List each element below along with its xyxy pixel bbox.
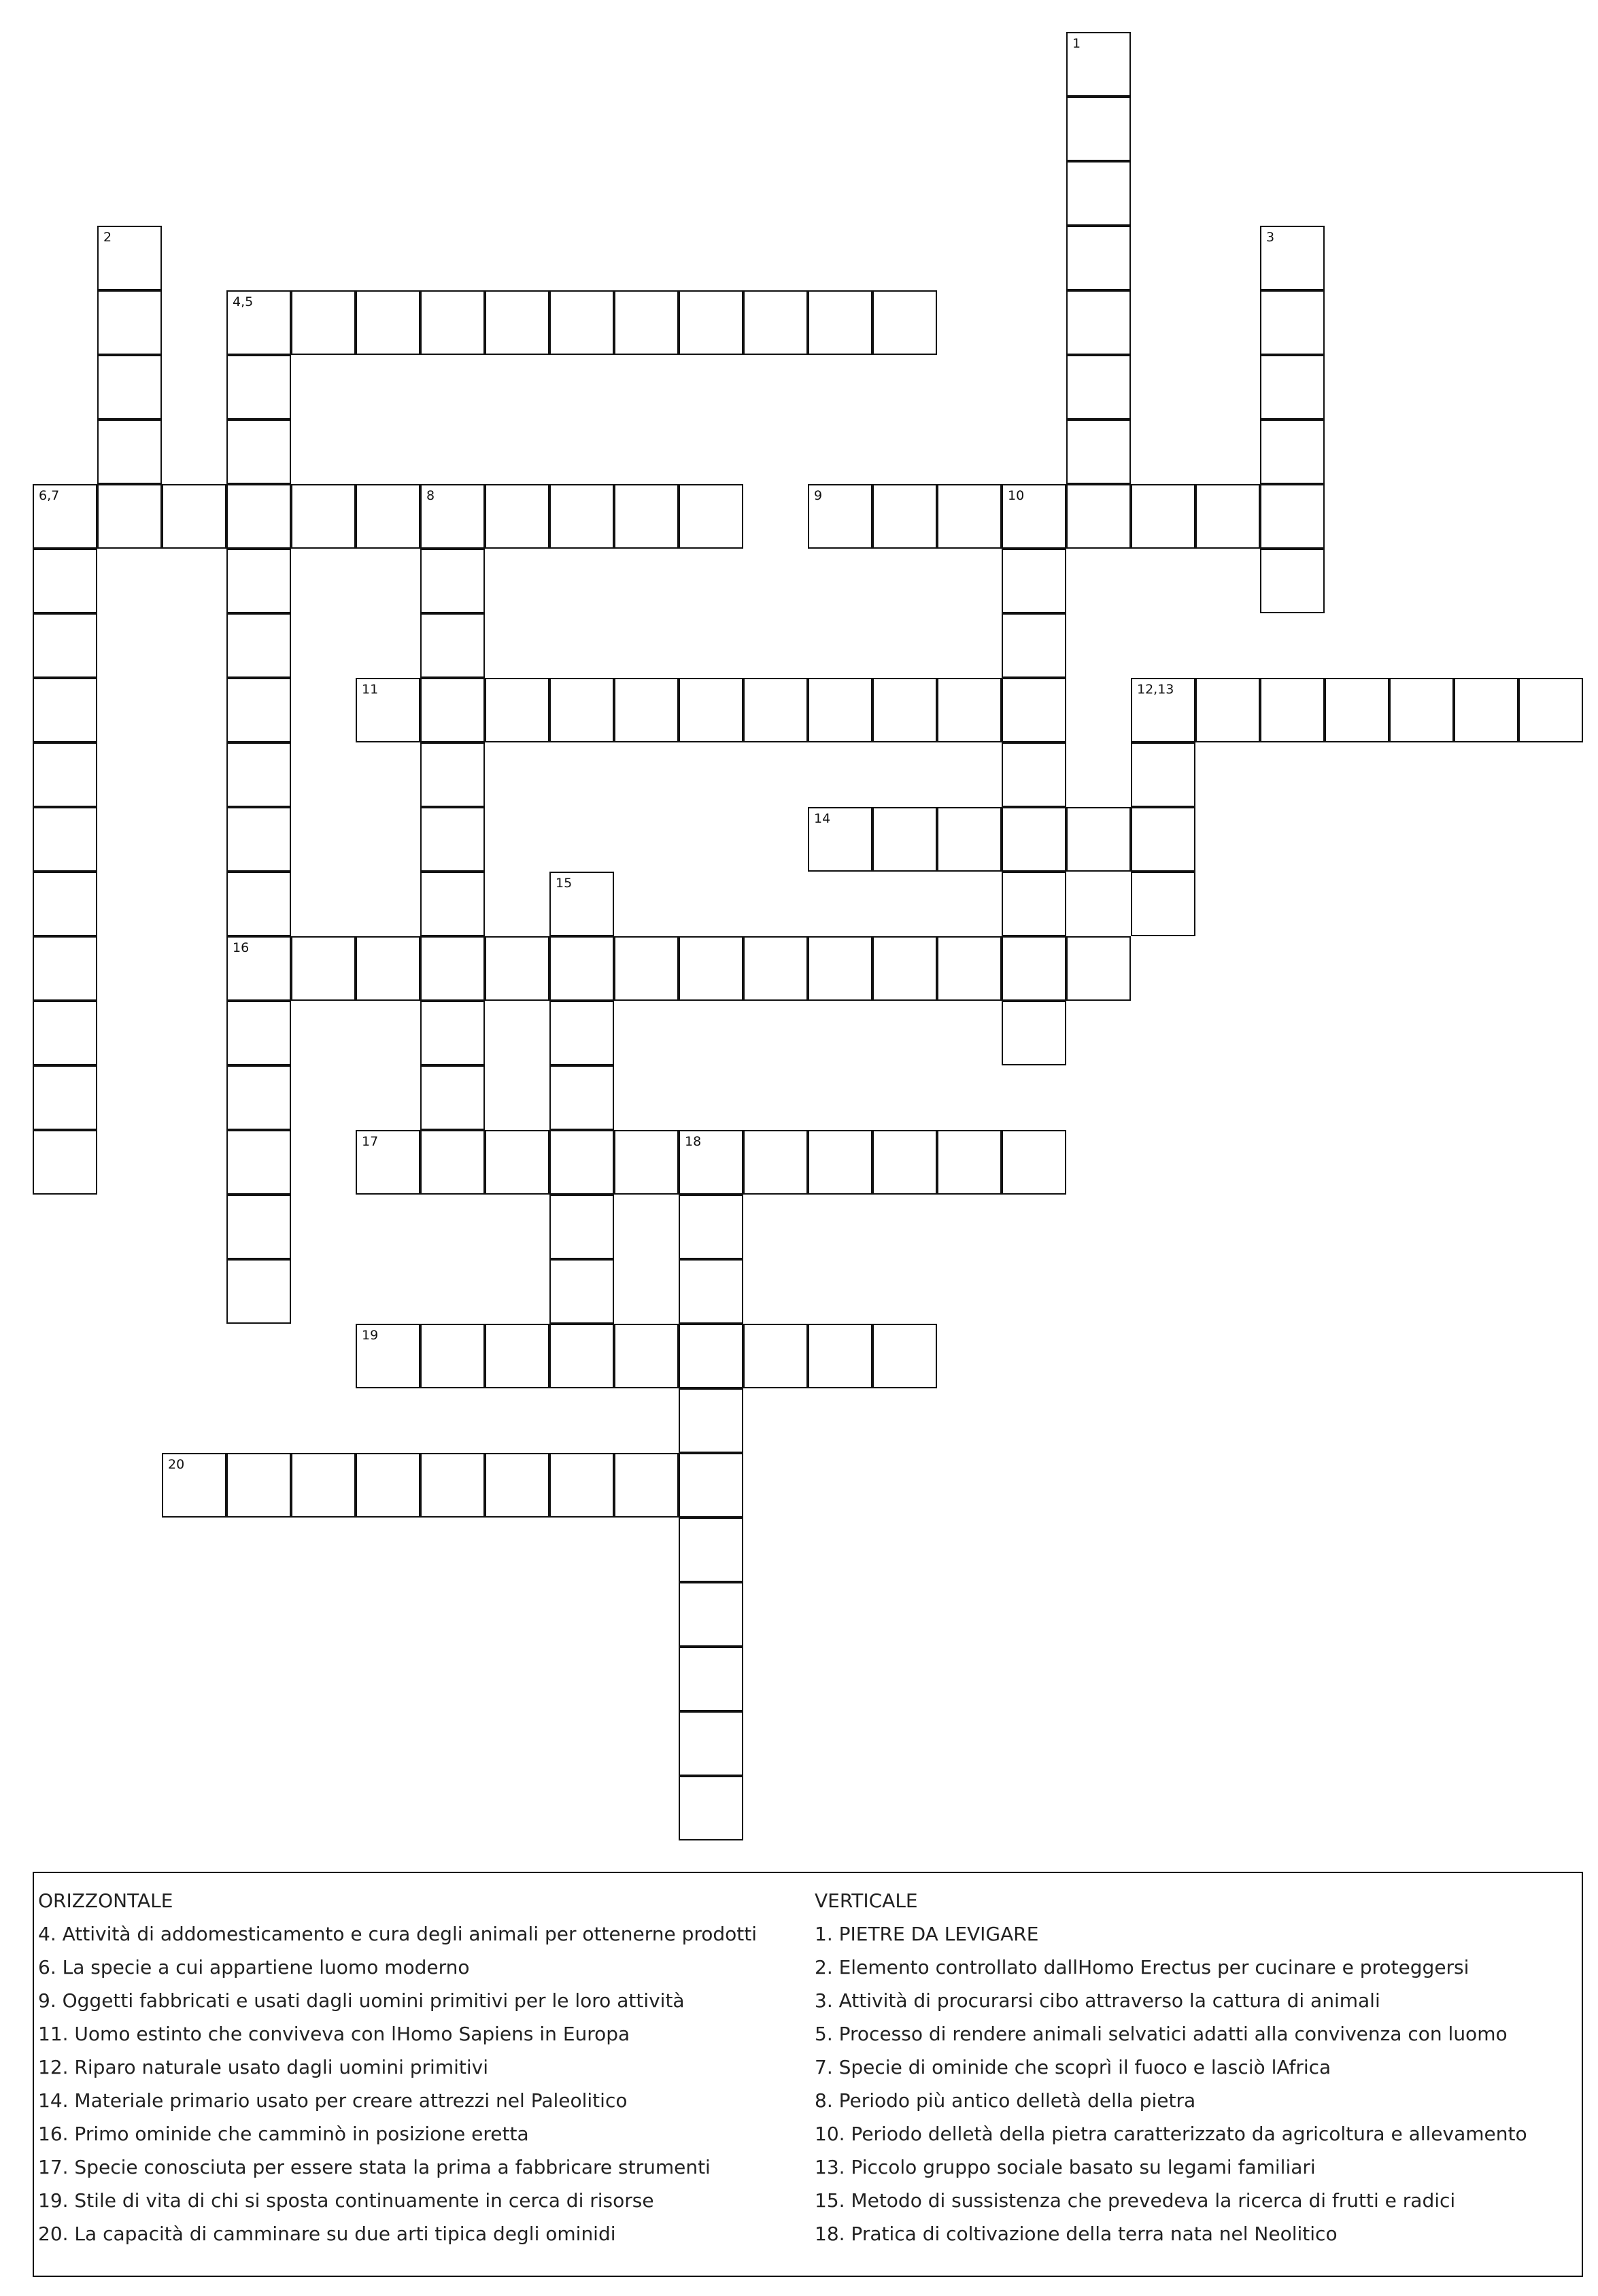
clues-box — [33, 1872, 1583, 2277]
grid-cell[interactable] — [1131, 742, 1195, 807]
grid-cell[interactable] — [485, 1453, 549, 1518]
grid-cell[interactable] — [33, 678, 97, 742]
clue-number: 15 — [556, 876, 573, 891]
grid-cell[interactable] — [420, 1001, 485, 1065]
grid-cell[interactable] — [485, 1324, 549, 1388]
grid-cell[interactable] — [420, 613, 485, 678]
grid-cell[interactable] — [33, 872, 97, 936]
grid-cell[interactable] — [1002, 484, 1066, 549]
clue-number: 16 — [233, 940, 250, 955]
grid-cell[interactable] — [872, 1324, 937, 1388]
grid-cell[interactable] — [226, 1001, 291, 1065]
down-clue: 15. Metodo di sussistenza che prevedeva la ricerca di frutti e radici — [815, 2189, 1456, 2212]
clue-number: 19 — [362, 1328, 379, 1343]
grid-cell[interactable] — [485, 290, 549, 355]
grid-cell[interactable] — [420, 872, 485, 936]
across-clue: 12. Riparo naturale usato dagli uomini primitivi — [38, 2056, 488, 2078]
clue-number: 3 — [1266, 230, 1275, 245]
grid-cell[interactable] — [1066, 807, 1131, 872]
grid-cell[interactable] — [420, 290, 485, 355]
grid-cell[interactable] — [1131, 678, 1195, 742]
grid-cell[interactable] — [1002, 936, 1066, 1001]
grid-cell[interactable] — [872, 936, 937, 1001]
grid-cell[interactable] — [679, 1582, 743, 1647]
down-clue: 8. Periodo più antico delletà della pietra — [815, 2089, 1196, 2112]
grid-cell[interactable] — [226, 549, 291, 613]
grid-cell[interactable] — [872, 484, 937, 549]
grid-cell[interactable] — [549, 290, 614, 355]
clue-number: 6,7 — [39, 488, 60, 503]
grid-cell[interactable] — [1066, 936, 1131, 1001]
grid-cell[interactable] — [937, 1130, 1002, 1195]
across-clue: 11. Uomo estinto che conviveva con lHomo Sapiens in Europa — [38, 2023, 630, 2045]
grid-cell[interactable] — [808, 936, 872, 1001]
grid-cell[interactable] — [485, 936, 549, 1001]
grid-cell[interactable] — [808, 678, 872, 742]
grid-cell[interactable] — [743, 936, 808, 1001]
grid-cell[interactable] — [356, 1453, 420, 1518]
grid-cell[interactable] — [356, 484, 420, 549]
grid-cell[interactable] — [1002, 1001, 1066, 1065]
clue-number: 2 — [103, 230, 112, 245]
grid-cell[interactable] — [743, 678, 808, 742]
grid-cell[interactable] — [808, 484, 872, 549]
grid-cell[interactable] — [1260, 678, 1325, 742]
grid-cell[interactable] — [808, 1130, 872, 1195]
grid-cell[interactable] — [226, 484, 291, 549]
grid-cell[interactable] — [1066, 484, 1131, 549]
grid-cell[interactable] — [226, 678, 291, 742]
grid-cell[interactable] — [679, 1324, 743, 1388]
grid-cell[interactable] — [743, 290, 808, 355]
grid-cell[interactable] — [679, 1453, 743, 1518]
grid-cell[interactable] — [614, 290, 679, 355]
grid-cell[interactable] — [614, 484, 679, 549]
grid-cell[interactable] — [1066, 355, 1131, 419]
grid-cell[interactable] — [679, 678, 743, 742]
grid-cell[interactable] — [291, 484, 356, 549]
grid-cell[interactable] — [420, 1324, 485, 1388]
grid-cell[interactable] — [420, 742, 485, 807]
grid-cell[interactable] — [485, 1130, 549, 1195]
clue-number: 17 — [362, 1134, 379, 1149]
grid-cell[interactable] — [1260, 549, 1325, 613]
grid-cell[interactable] — [420, 1130, 485, 1195]
clue-number: 11 — [362, 682, 379, 697]
grid-cell[interactable] — [226, 807, 291, 872]
grid-cell[interactable] — [679, 1195, 743, 1259]
down-clue: 13. Piccolo gruppo sociale basato su legami familiari — [815, 2156, 1316, 2178]
grid-cell[interactable] — [614, 678, 679, 742]
grid-cell[interactable] — [872, 290, 937, 355]
grid-cell[interactable] — [1002, 742, 1066, 807]
grid-cell[interactable] — [1066, 290, 1131, 355]
grid-cell[interactable] — [97, 226, 162, 290]
grid-cell[interactable] — [97, 484, 162, 549]
grid-cell[interactable] — [549, 1453, 614, 1518]
grid-cell[interactable] — [549, 1130, 614, 1195]
grid-cell[interactable] — [162, 484, 226, 549]
grid-cell[interactable] — [291, 1453, 356, 1518]
across-clue: 16. Primo ominide che camminò in posizione eretta — [38, 2123, 529, 2145]
grid-cell[interactable] — [614, 936, 679, 1001]
grid-cell[interactable] — [1066, 226, 1131, 290]
grid-cell[interactable] — [162, 1453, 226, 1518]
grid-cell[interactable] — [485, 678, 549, 742]
grid-cell[interactable] — [1195, 678, 1260, 742]
grid-cell[interactable] — [226, 742, 291, 807]
grid-cell[interactable] — [226, 355, 291, 419]
grid-cell[interactable] — [679, 936, 743, 1001]
grid-cell[interactable] — [1454, 678, 1518, 742]
grid-cell[interactable] — [1131, 872, 1195, 936]
grid-cell[interactable] — [226, 419, 291, 484]
grid-cell[interactable] — [872, 807, 937, 872]
grid-cell[interactable] — [549, 1001, 614, 1065]
across-clues-column — [38, 1884, 806, 2250]
grid-cell[interactable] — [808, 807, 872, 872]
clue-number: 8 — [426, 488, 435, 503]
grid-cell[interactable] — [1260, 290, 1325, 355]
grid-cell[interactable] — [226, 936, 291, 1001]
grid-cell[interactable] — [679, 1647, 743, 1711]
grid-cell[interactable] — [356, 290, 420, 355]
grid-cell[interactable] — [33, 1001, 97, 1065]
grid-cell[interactable] — [937, 807, 1002, 872]
grid-cell[interactable] — [549, 1324, 614, 1388]
grid-cell[interactable] — [808, 1324, 872, 1388]
down-clue: 5. Processo di rendere animali selvatici adatti alla convivenza con luomo — [815, 2023, 1508, 2045]
grid-cell[interactable] — [1131, 807, 1195, 872]
down-clue: 3. Attività di procurarsi cibo attraverso la cattura di animali — [815, 1989, 1380, 2012]
grid-cell[interactable] — [1260, 419, 1325, 484]
clue-number: 10 — [1008, 488, 1025, 503]
grid-cell[interactable] — [485, 484, 549, 549]
grid-cell[interactable] — [226, 1259, 291, 1324]
grid-cell[interactable] — [679, 1711, 743, 1776]
across-clue: 4. Attività di addomesticamento e cura degli animali per ottenerne prodotti — [38, 1923, 758, 1945]
grid-cell[interactable] — [679, 484, 743, 549]
grid-cell[interactable] — [97, 355, 162, 419]
grid-cell[interactable] — [226, 1065, 291, 1130]
grid-cell[interactable] — [1066, 419, 1131, 484]
grid-cell[interactable] — [33, 742, 97, 807]
grid-cell[interactable] — [33, 613, 97, 678]
grid-cell[interactable] — [549, 936, 614, 1001]
across-clue: 14. Materiale primario usato per creare attrezzi nel Paleolitico — [38, 2089, 628, 2112]
across-clue: 19. Stile di vita di chi si sposta continuamente in cerca di risorse — [38, 2189, 654, 2212]
grid-cell[interactable] — [1002, 872, 1066, 936]
grid-cell[interactable] — [356, 678, 420, 742]
grid-cell[interactable] — [226, 613, 291, 678]
grid-cell[interactable] — [679, 1130, 743, 1195]
grid-cell[interactable] — [549, 1065, 614, 1130]
grid-cell[interactable] — [679, 1776, 743, 1840]
grid-cell[interactable] — [1131, 484, 1195, 549]
grid-cell[interactable] — [226, 872, 291, 936]
clue-number: 12,13 — [1137, 682, 1174, 697]
grid-cell[interactable] — [808, 290, 872, 355]
clue-number: 20 — [168, 1457, 185, 1472]
grid-cell[interactable] — [33, 936, 97, 1001]
clue-number: 9 — [814, 488, 823, 503]
grid-cell[interactable] — [1002, 807, 1066, 872]
grid-cell[interactable] — [226, 1130, 291, 1195]
grid-cell[interactable] — [1002, 678, 1066, 742]
down-clue: 2. Elemento controllato dallHomo Erectus per cucinare e proteggersi — [815, 1956, 1469, 1978]
grid-cell[interactable] — [33, 549, 97, 613]
grid-cell[interactable] — [33, 807, 97, 872]
grid-cell[interactable] — [1066, 97, 1131, 161]
grid-cell[interactable] — [679, 1518, 743, 1582]
grid-cell[interactable] — [420, 549, 485, 613]
grid-cell[interactable] — [679, 1259, 743, 1324]
grid-cell[interactable] — [743, 1324, 808, 1388]
grid-cell[interactable] — [420, 484, 485, 549]
clue-number: 18 — [685, 1134, 702, 1149]
grid-cell[interactable] — [420, 1065, 485, 1130]
grid-cell[interactable] — [226, 1453, 291, 1518]
down-clues-column — [815, 1884, 1576, 2250]
grid-cell[interactable] — [1260, 355, 1325, 419]
grid-cell[interactable] — [420, 807, 485, 872]
grid-cell[interactable] — [291, 936, 356, 1001]
grid-cell[interactable] — [356, 936, 420, 1001]
grid-cell[interactable] — [679, 1388, 743, 1453]
grid-cell[interactable] — [1260, 484, 1325, 549]
across-clue: 6. La specie a cui appartiene luomo moderno — [38, 1956, 470, 1978]
grid-cell[interactable] — [937, 678, 1002, 742]
grid-cell[interactable] — [1066, 161, 1131, 226]
grid-cell[interactable] — [549, 1195, 614, 1259]
grid-cell[interactable] — [1002, 549, 1066, 613]
grid-cell[interactable] — [33, 1065, 97, 1130]
grid-cell[interactable] — [872, 678, 937, 742]
grid-cell[interactable] — [679, 290, 743, 355]
down-heading: VERTICALE — [815, 1889, 918, 1912]
grid-cell[interactable] — [291, 290, 356, 355]
grid-cell[interactable] — [549, 484, 614, 549]
grid-cell[interactable] — [420, 936, 485, 1001]
grid-cell[interactable] — [1002, 1130, 1066, 1195]
across-clue: 9. Oggetti fabbricati e usati dagli uomini primitivi per le loro attività — [38, 1989, 685, 2012]
grid-cell[interactable] — [33, 1130, 97, 1195]
clue-number: 4,5 — [233, 294, 254, 309]
grid-cell[interactable] — [1002, 613, 1066, 678]
grid-cell[interactable] — [1518, 678, 1583, 742]
down-clue: 18. Pratica di coltivazione della terra nata nel Neolitico — [815, 2223, 1338, 2245]
grid-cell[interactable] — [614, 1130, 679, 1195]
across-heading: ORIZZONTALE — [38, 1889, 173, 1912]
grid-cell[interactable] — [549, 872, 614, 936]
grid-cell[interactable] — [97, 290, 162, 355]
grid-cell[interactable] — [872, 1130, 937, 1195]
grid-cell[interactable] — [614, 1453, 679, 1518]
clue-number: 14 — [814, 811, 831, 826]
grid-cell[interactable] — [937, 484, 1002, 549]
grid-cell[interactable] — [420, 678, 485, 742]
grid-cell[interactable] — [1325, 678, 1389, 742]
down-clue: 10. Periodo delletà della pietra caratterizzato da agricoltura e allevamento — [815, 2123, 1527, 2145]
down-clue: 7. Specie di ominide che scoprì il fuoco e lasciò lAfrica — [815, 2056, 1331, 2078]
grid-cell[interactable] — [1066, 32, 1131, 97]
clue-number: 1 — [1072, 36, 1081, 51]
grid-cell[interactable] — [97, 419, 162, 484]
grid-cell[interactable] — [226, 1195, 291, 1259]
down-clue: 1. PIETRE DA LEVIGARE — [815, 1923, 1039, 1945]
grid-cell[interactable] — [549, 678, 614, 742]
grid-cell[interactable] — [743, 1130, 808, 1195]
grid-cell[interactable] — [33, 484, 97, 549]
grid-cell[interactable] — [1195, 484, 1260, 549]
grid-cell[interactable] — [1389, 678, 1454, 742]
grid-cell[interactable] — [226, 290, 291, 355]
grid-cell[interactable] — [549, 1259, 614, 1324]
grid-cell[interactable] — [1260, 226, 1325, 290]
across-clue: 20. La capacità di camminare su due arti tipica degli ominidi — [38, 2223, 616, 2245]
grid-cell[interactable] — [420, 1453, 485, 1518]
across-clue: 17. Specie conosciuta per essere stata la prima a fabbricare strumenti — [38, 2156, 711, 2178]
grid-cell[interactable] — [937, 936, 1002, 1001]
grid-cell[interactable] — [356, 1130, 420, 1195]
grid-cell[interactable] — [614, 1324, 679, 1388]
grid-cell[interactable] — [356, 1324, 420, 1388]
